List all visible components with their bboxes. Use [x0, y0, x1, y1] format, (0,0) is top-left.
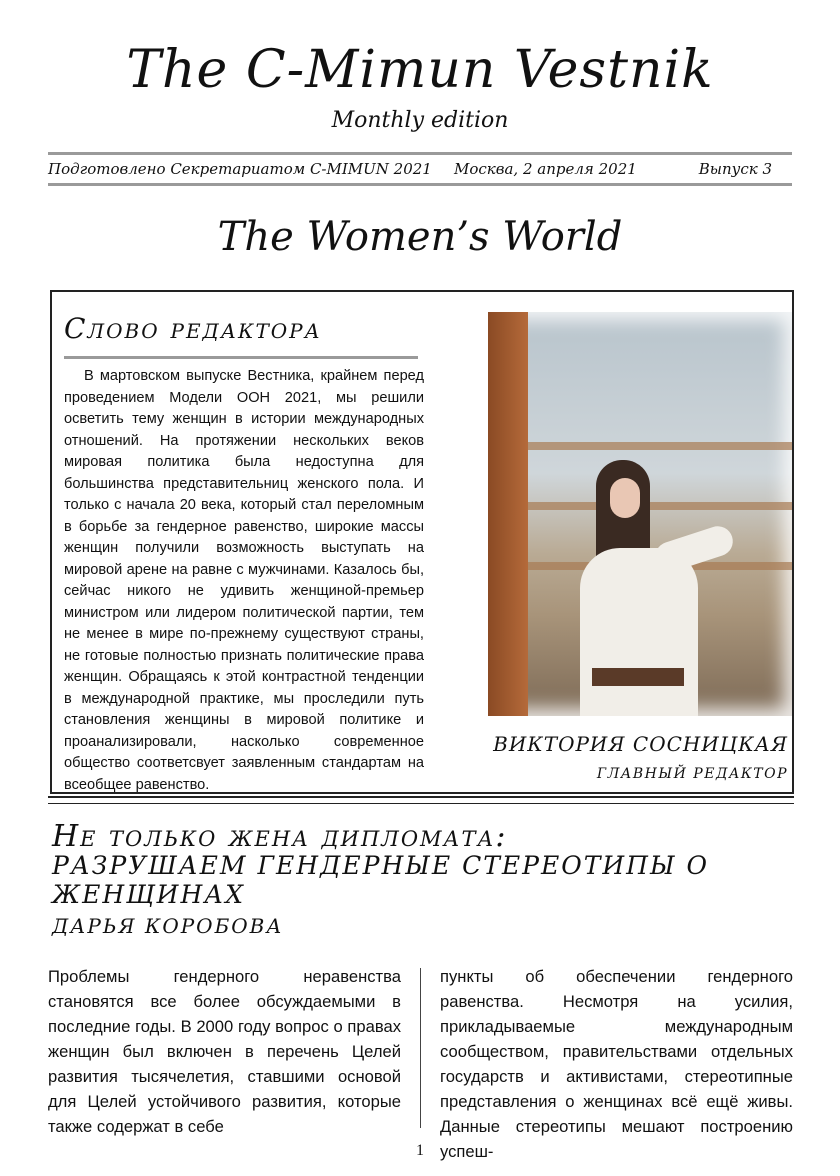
editor-column-box — [50, 290, 794, 794]
article-title-line2: РАЗРУШАЕМ ГЕНДЕРНЫЕ СТЕРЕОТИПЫ О ЖЕНЩИНАХ — [52, 851, 710, 909]
issue-number: Выпуск 3 — [698, 160, 772, 178]
editor-photo — [488, 312, 792, 716]
editor-heading-rule — [64, 356, 418, 359]
prepared-by: Подготовлено Секретариатом C-MIMUN 2021 — [48, 160, 432, 178]
editor-role: ГЛАВНЫЙ РЕДАКТОР — [596, 766, 788, 782]
editor-column-text — [64, 366, 424, 796]
article-column-left: Проблемы гендерного неравенства становятся все более обсуждаемыми в последние годы. В 2000 году вопрос о правах женщин был включен в перечень Целей развития тысячелетия, ставшими основой для Целей устойчивого развития, которые также содержат в себе — [48, 967, 401, 1136]
issue-title: The Women’s World — [217, 214, 623, 260]
edition-subtitle: Monthly edition — [331, 108, 509, 133]
editor-paragraph: В мартовском выпуске Вестника, крайнем перед проведением Модели ООН 2021, мы решили осветить тему женщин в истории международных отношений. На протяжении нескольких веков мировая политика была недоступна для большинства представительниц женского пола. И только с начала 20 века, который стал переломным в борьбе за гендерное равенство, широкие массы женщин получили возможность выступать на мировой арене на равне с мужчинами. Казалось бы, сейчас никого не удивить женщиной-премьер министром или лидером политической партии, тем не менее в мире по-прежнему существуют страны, не готовые полностью признать политические права женщин. Обращаясь к этой контрастной тенденции в международной практике, мы проследили путь становления женщины в мировой политике и проанализировали, насколько современное общество соответсвует заявленным стандартам на всеобщее равенство. — [64, 368, 424, 793]
article-title-line1: Не только жена дипломата: — [52, 819, 508, 854]
photo-blouse — [580, 548, 698, 716]
photo-slat — [528, 442, 792, 450]
editor-column-heading: Слово редактора — [64, 312, 322, 345]
place-date: Москва, 2 апреля 2021 — [454, 160, 637, 178]
article-title — [52, 819, 792, 909]
header-rule-top — [48, 152, 792, 155]
newspaper-masthead: The C-Mimun Vestnik — [126, 40, 714, 100]
header-rule-bottom — [48, 183, 792, 186]
photo-slat — [528, 502, 792, 510]
article-column-right: пункты об обеспечении гендерного равенства. Несмотря на усилия, прикладываемые международным сообществом, правительствами отдельных государств и активистами, стереотипные представления о женщинах всё ещё живы. Данные стереотипы мешают построению успеш- — [440, 967, 793, 1161]
editor-name: ВИКТОРИЯ СОСНИЦКАЯ — [493, 732, 788, 756]
photo-belt — [592, 668, 684, 686]
photo-pillar — [488, 312, 528, 716]
page-number: 1 — [416, 1142, 424, 1159]
photo-face — [610, 478, 640, 518]
section-divider — [48, 796, 794, 804]
column-divider — [420, 968, 421, 1128]
article-author: ДАРЬЯ КОРОБОВА — [52, 914, 284, 938]
